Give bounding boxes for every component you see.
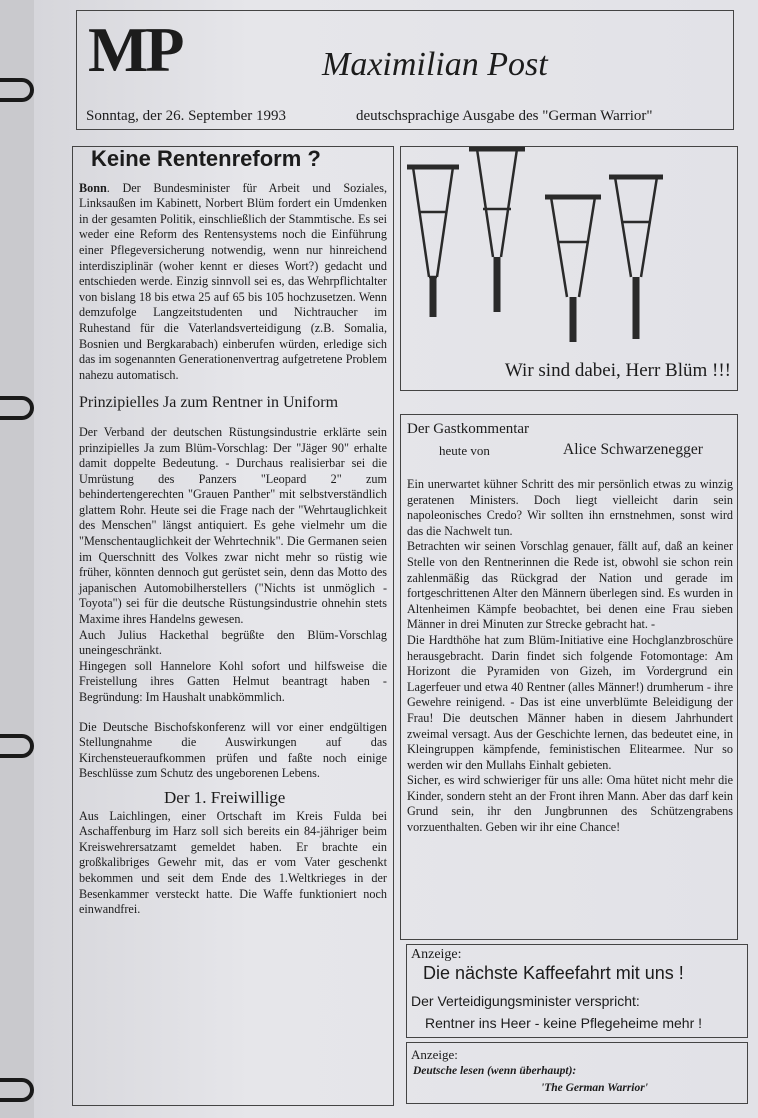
article-rentenreform: [79, 181, 387, 384]
masthead-logo: MP: [88, 14, 182, 85]
headline-uniform: Prinzipielles Ja zum Rentner in Uniform: [79, 394, 339, 412]
crutch-3: [545, 197, 601, 342]
paragraph: Hingegen soll Hannelore Kohl sofort und hilfsweise die Freistellung ihres Gatten Helmut beantragt haben - Begründung: Im Haushalt unabkömmlich.: [79, 658, 387, 704]
paragraph: Die Hardthöhe hat zum Blüm-Initiative eine Hochglanzbroschüre herausgebracht. Darin findet sich folgende Fotomontage: Am Horizont die Pyramiden von Gizeh, im Vordergrund ein Lagerfeuer und etwa 40 Rentner (alles Männer!) drumherum - ihre Gewehre reinigend. - Das ist eine unverblümte Beleidigung der Frau! Die deutschen Männer haben in diesem Jahrhundert zweimal versagt. Aus der Geschichte lernen, das bedeutet eine, in Kleingruppen kämpfende, feministischen Elitearmee. Nur so werden wir den Mullahs Einhalt gebieten.: [407, 632, 733, 772]
paragraph: Ein unerwartet kühner Schritt des mir persönlich etwas zu winzig geratenen Ministers. Doch liegt vielleicht darin sein napoleonisches Credo? Wir sollten ihn ernstnehmen, sonst wird das die Nachwelt tun.: [407, 477, 733, 538]
advertisement-warrior: [406, 1042, 748, 1104]
binder-ring: [0, 396, 34, 420]
binder-ring: [0, 78, 34, 102]
dateline: Bonn: [79, 180, 107, 195]
paragraph: Auch Julius Hackethal begrüßte den Blüm-Vorschlag uneingeschränkt.: [79, 627, 387, 658]
binder-ring: [0, 1078, 34, 1102]
paragraph: Aus Laichlingen, einer Ortschaft im Kreis Fulda bei Aschaffenburg im Harz soll sich bereits ein 84-jähriger beim Kreiswehrersatzamt gemeldet haben. Er brachte ein großkalibriges Gewehr mit, das er vom Vater geschenkt bekommen und seit dem Ende des 1.Weltkrieges in der Besenkammer versteckt hatte. Die Waffe funktioniert noch einwandfrei.: [79, 808, 387, 917]
crutch-4: [609, 177, 663, 339]
commentary-author: Alice Schwarzenegger: [563, 441, 703, 458]
issue-date: Sonntag, der 26. September 1993: [86, 108, 286, 124]
left-column: [72, 146, 394, 1106]
paragraph: Die Deutsche Bischofskonferenz will vor einer endgültigen Stellungnahme die Auswirkungen auf das Kirchensteueraufkommen prüfen und faßte noch einige Beschlüsse zum Schutz des ungeborenen Lebens.: [79, 719, 387, 781]
binder-ring: [0, 734, 34, 758]
crutches-illustration: [401, 147, 737, 347]
ad-label: Anzeige:: [411, 947, 462, 962]
ad-text: Der Verteidigungsminister verspricht:: [411, 993, 640, 1009]
ad-text: 'The German Warrior': [541, 1082, 648, 1094]
illustration-caption: Wir sind dabei, Herr Blüm !!!: [504, 360, 731, 381]
paragraph: Betrachten wir seinen Vorschlag genauer, fällt auf, daß an keiner Stelle von den Rentnerinnen die Rede ist, obwohl sie schon rein zahlenmäßig das Rückgrad der Nation und gerade im fortgeschrittenen Alter den Männern überlegen sind. Es wurden in Altenheimen Kämpfe beobachtet, bei denen eine Frau sieben Männer in drei Minuten zur Strecke gebracht hat. -: [407, 539, 733, 632]
advertisement-kaffeefahrt: [406, 944, 748, 1038]
headline-rentenreform: Keine Rentenreform ?: [91, 146, 321, 171]
ad-headline: Die nächste Kaffeefahrt mit uns !: [423, 963, 684, 983]
paragraph: Der Verband der deutschen Rüstungsindustrie erklärte sein prinzipielles Ja zum Blüm-Vorschlag: Der "Jäger 90" erhalte damit doppelte Bedeutung. - Durchaus realisierbar sei die Umrüstung des Panzers "Leopard 2" zum behindertengerechten "Grauen Panther" mit selbstverständlich glattem Rohr. Heute sei die Frage nach der "Wehrtauglichkeit des Menschen" längst antiquiert. Es gehe vielmehr um die "Menschentauglichkeit der Wehrtechnik". Die Germanen seien im Querschnitt des Volkes zwar nicht mehr so rüstig wie früher, könnten dennoch gut gerüstet sein, denn das Motto des japanischen Automobilherstellers ("Nichts ist unmöglich - Toyota") sei für die deutsche Rüstungsindustrie ohnehin stets Maxime ihres Handelns gewesen.: [79, 424, 387, 627]
edition-note: deutschsprachige Ausgabe des "German Warrior": [356, 108, 653, 124]
article-body: . Der Bundesminister für Arbeit und Soziales, Linksaußen im Kabinett, Norbert Blüm fordert ein Umdenken in der gesamten Politik, einschließlich der Stammtische. Es sei weder eine Reform des Rentensystems noch die Einführung einer Pflegeversicherung notwendig, wenn nur hinreichend interdisziplinär (woher kennt er dieses Wort?) gedacht und entschieden werde. Einzig sinnvoll sei es, das Wehrpflichtalter von bislang 18 bis etwa 25 auf 65 bis 105 hochzusetzen. Wenn demzufolge Langzeitstudenten und Nichtraucher im Ruhestand für die Vaterlandsverteidigung (z.B. Somalia, Bosnien und Bergkarabach) einberufen würden, erledige sich das im sogenannten Generationenvertrag aufgetretene Problem nahezu automatisch.: [79, 180, 387, 382]
ad-text: Deutsche lesen (wenn überhaupt):: [413, 1065, 577, 1077]
headline-freiwillige: Der 1. Freiwillige: [164, 787, 286, 807]
commentary-byline: heute von: [439, 443, 490, 458]
crutches-illustration-box: [400, 146, 738, 391]
guest-commentary-box: [400, 414, 738, 940]
masthead-title: Maximilian Post: [322, 46, 548, 83]
paragraph: Sicher, es wird schwieriger für uns alle: Oma hütet nicht mehr die Kinder, sondern steht an der Front ihren Mann. Aber das darf kein Grund sein, ihr den Jungbrunnen des Schützengrabens vorzuenthalten. Geben wir ihr eine Chance!: [407, 773, 733, 835]
crutch-2: [469, 149, 525, 312]
ad-text: Rentner ins Heer - keine Pflegeheime mehr !: [425, 1015, 703, 1031]
commentary-body: [407, 477, 733, 836]
ad-label: Anzeige:: [411, 1047, 458, 1062]
commentary-heading: Der Gastkommentar: [407, 421, 530, 437]
crutch-1: [407, 167, 459, 317]
